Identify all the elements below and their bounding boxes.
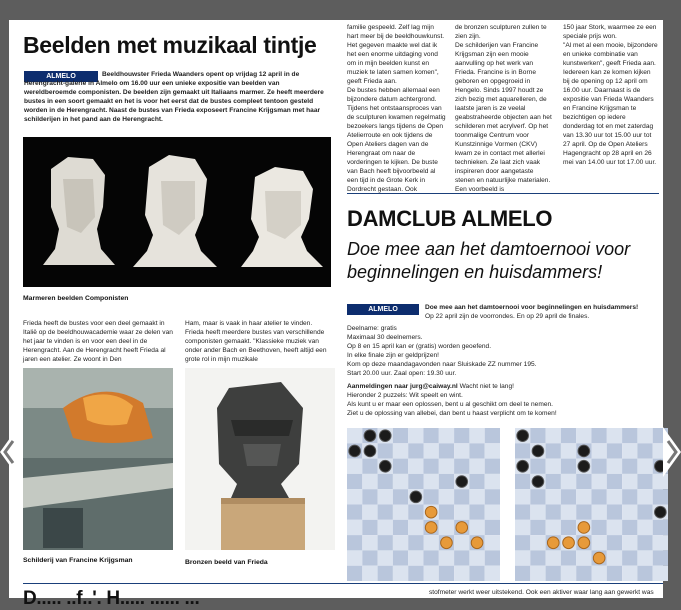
board-square <box>393 459 408 474</box>
board-square <box>439 443 454 458</box>
board-square <box>607 505 622 520</box>
board-square <box>362 505 377 520</box>
board-square <box>469 443 484 458</box>
board-square <box>469 489 484 504</box>
marble-busts-photo <box>23 137 331 287</box>
signup-email: Aanmeldingen naar jurg@caiway.nl <box>347 383 458 390</box>
board-square <box>485 550 500 565</box>
board-square <box>637 520 652 535</box>
board-square <box>378 489 393 504</box>
location-tag: ALMELO <box>347 304 419 315</box>
board-square <box>592 474 607 489</box>
board-square <box>378 474 393 489</box>
board-square <box>485 428 500 443</box>
board-square <box>622 474 637 489</box>
article-lead: Beeldhouwster Frieda Waanders opent op vrijdag 12 april in de Herengracht-galerie in Almelo om 16.00 uur een unieke expositie van beelden van wereldberoemde componisten. De beelden zijn gemaakt uit Italiaans marmer. Ze heeft meerdere bustes in een soort gemaakt en het is voor het eerst dat de bustes compleet tentoon gesteld worden in de Herengracht. Naast de bustes van Frieda exposeert Francine Krijgsman met haar schilderijen in het pand aan de Herengracht. <box>24 71 324 123</box>
board-square <box>393 566 408 581</box>
board-square <box>515 489 530 504</box>
board-square <box>393 505 408 520</box>
board-square <box>622 443 637 458</box>
board-square <box>393 550 408 565</box>
black-piece <box>578 445 590 457</box>
board-square <box>424 474 439 489</box>
white-piece <box>578 522 590 534</box>
board-square <box>378 520 393 535</box>
board-square <box>546 443 561 458</box>
board-square <box>454 459 469 474</box>
board-square <box>530 566 545 581</box>
board-square <box>607 489 622 504</box>
article-headline: DAMCLUB ALMELO <box>347 206 553 231</box>
black-piece <box>364 445 376 457</box>
board-square <box>408 550 423 565</box>
board-square <box>576 489 591 504</box>
board-square <box>393 443 408 458</box>
board-square <box>622 505 637 520</box>
black-piece <box>532 476 544 488</box>
board-square <box>424 459 439 474</box>
board-square <box>378 443 393 458</box>
board-square <box>424 443 439 458</box>
board-square <box>622 566 637 581</box>
bronze-bust-photo <box>185 368 335 550</box>
board-square <box>637 443 652 458</box>
board-square <box>546 505 561 520</box>
article-body-col3: familie gespeeld. Zelf lag mijn hart meer bij de beeldhouwkunst. Het gegeven maakte wel dat ik het een enorme uitdaging vond om in mijn beelden kunst en muziek te laten samen komen", geeft Frieda aan. De bustes hebben allemaal een bijzondere datum achtergrond. Tijdens het ontstaansproces van de sculpturen kwamen regelmatig bezoekers langs tijdens de Open Atelierroute en ook tijdens de Open Ateliers dagen van de Herengraat om naar de vorderingen te kijken. De buste van Bach heeft bijvoorbeeld al een tijd in de Grote Kerk in Dordrecht gestaan. Ook <box>347 24 446 193</box>
board-square <box>485 566 500 581</box>
board-square <box>622 459 637 474</box>
board-square <box>408 474 423 489</box>
photo-caption: Bronzen beeld van Frieda <box>185 559 268 566</box>
board-square <box>592 520 607 535</box>
white-piece <box>425 506 437 518</box>
board-square <box>424 550 439 565</box>
board-square <box>653 489 668 504</box>
board-square <box>637 489 652 504</box>
board-square <box>622 428 637 443</box>
board-square <box>408 443 423 458</box>
board-square <box>653 550 668 565</box>
board-square <box>530 535 545 550</box>
article-headline: Beelden met muzikaal tintje <box>23 32 317 58</box>
article-body-col1: Frieda heeft de bustes voor een deel gemaakt in Italië op de beeldhouwacademie waar ze delen van het jaar te vinden is en voor een deel in de Herengracht. Aan de Herengracht heeft Frieda al jaren een atelier. Ze woont in Den <box>23 320 173 363</box>
board-square <box>637 474 652 489</box>
board-square <box>530 550 545 565</box>
board-square <box>515 443 530 458</box>
board-square <box>561 428 576 443</box>
black-piece <box>517 460 529 472</box>
next-article-snippet: stofmeter werkt weer uitstekend. Ook een aktiver waar lang aan gewerkt was <box>429 589 654 596</box>
board-square <box>607 520 622 535</box>
board-square <box>347 520 362 535</box>
board-square <box>424 489 439 504</box>
white-piece <box>547 537 559 549</box>
board-square <box>439 520 454 535</box>
chevron-right-icon <box>663 427 681 477</box>
board-square <box>515 474 530 489</box>
article-body-col5: 150 jaar Stork, waarmee ze een speciale prijs won. "Al met al een mooie, bijzondere en unieke combinatie van kunstwerken", geeft Frieda aan. Iedereen kan ze komen kijken bij de opening op 12 april om 16.00 uur. Daarnaast is de expositie van Frieda Waanders en Francine Krijgsman te bezichtigen op iedere donderdag tot en met zaterdag van 13.30 uur tot 15.00 uur tot 27 april. Op de Open Ateliers Hagengracht op 28 april en 26 mei van 14.00 uur tot 17.00 uur. <box>563 24 658 166</box>
white-piece <box>441 537 453 549</box>
draughts-puzzle-board-1 <box>347 428 500 581</box>
board-square <box>469 428 484 443</box>
board-square <box>561 566 576 581</box>
board-square <box>592 459 607 474</box>
board-square <box>393 428 408 443</box>
board-square <box>637 459 652 474</box>
board-square <box>561 550 576 565</box>
article-body-col2: Ham, maar is vaak in haar atelier te vinden. Frieda heeft meerdere bustes van verschillende componisten gemaakt. "Klassieke muziek van onder ander Bach en Beethoven, heeft altijd een grote rol in mijn muzikale <box>185 320 327 363</box>
board-square <box>347 535 362 550</box>
board-square <box>653 566 668 581</box>
chevron-left-icon <box>0 427 18 477</box>
board-square <box>469 505 484 520</box>
board-square <box>607 474 622 489</box>
board-square <box>561 489 576 504</box>
board-square <box>347 566 362 581</box>
article-subhead: Doe mee aan het damtoernooi voor beginnelingen en huisdammers! <box>347 239 631 282</box>
board-square <box>439 489 454 504</box>
board-square <box>347 474 362 489</box>
board-square <box>454 566 469 581</box>
board-square <box>454 428 469 443</box>
board-square <box>607 550 622 565</box>
board-square <box>530 459 545 474</box>
board-square <box>378 550 393 565</box>
board-square <box>515 566 530 581</box>
board-square <box>454 489 469 504</box>
board-square <box>485 505 500 520</box>
board-square <box>576 550 591 565</box>
board-square <box>485 520 500 535</box>
black-piece <box>532 445 544 457</box>
board-square <box>439 428 454 443</box>
black-piece <box>379 430 391 442</box>
board-square <box>515 505 530 520</box>
board-square <box>347 489 362 504</box>
board-square <box>362 459 377 474</box>
board-square <box>424 566 439 581</box>
board-square <box>607 459 622 474</box>
section-divider <box>23 583 663 584</box>
board-square <box>576 474 591 489</box>
white-piece <box>578 537 590 549</box>
board-square <box>561 474 576 489</box>
painting-photo <box>23 368 173 550</box>
board-square <box>592 535 607 550</box>
board-square <box>530 428 545 443</box>
board-square <box>546 459 561 474</box>
board-square <box>546 428 561 443</box>
board-square <box>546 566 561 581</box>
board-square <box>454 443 469 458</box>
board-square <box>408 459 423 474</box>
board-square <box>408 535 423 550</box>
board-square <box>362 489 377 504</box>
white-piece <box>563 537 575 549</box>
board-square <box>622 535 637 550</box>
board-square <box>454 535 469 550</box>
board-square <box>424 428 439 443</box>
board-square <box>592 489 607 504</box>
board-square <box>607 443 622 458</box>
board-square <box>653 520 668 535</box>
signup-note: Wacht niet te lang! <box>457 383 514 390</box>
draughts-puzzle-board-2 <box>515 428 668 581</box>
board-square <box>637 535 652 550</box>
board-square <box>576 428 591 443</box>
white-piece <box>593 552 605 564</box>
board-square <box>469 459 484 474</box>
prev-page-button[interactable] <box>0 427 18 477</box>
board-square <box>561 459 576 474</box>
article-body: Deelname: gratis Maximaal 30 deelnemers. Op 8 en 15 april kan er (gratis) worden geoefend. In elke finale zijn er geldprijzen! Kom op deze maandagavonden naar Sluiskade ZZ nummer 195. Start 20.00 uur. Zaal open: 19.30 uur. <box>347 325 537 377</box>
board-square <box>607 428 622 443</box>
board-square <box>530 505 545 520</box>
board-square <box>393 489 408 504</box>
puzzle-intro: Hieronder 2 puzzels: Wit speelt en wint. Als kunt u er maar een oplossen, bent u al geschikt om deel te nemen. Ziet u de oplossing van allebei, dan bent u haast verplicht om te komen! <box>347 392 557 417</box>
board-square <box>454 505 469 520</box>
board-square <box>393 520 408 535</box>
board-square <box>378 535 393 550</box>
board-square <box>607 566 622 581</box>
board-square <box>515 535 530 550</box>
photo-caption: Marmeren beelden Componisten <box>23 295 129 302</box>
board-square <box>347 505 362 520</box>
board-square <box>546 550 561 565</box>
board-square <box>637 428 652 443</box>
board-square <box>592 505 607 520</box>
board-square <box>439 550 454 565</box>
board-square <box>408 428 423 443</box>
board-square <box>485 535 500 550</box>
board-square <box>515 550 530 565</box>
board-square <box>378 566 393 581</box>
next-page-button[interactable] <box>663 427 681 477</box>
section-divider <box>347 193 659 194</box>
article-lead-line: Op 22 april zijn de voorrondes. En op 29 april de finales. <box>425 313 590 320</box>
board-square <box>592 428 607 443</box>
black-piece <box>349 445 361 457</box>
board-square <box>393 474 408 489</box>
white-piece <box>456 522 468 534</box>
board-square <box>362 550 377 565</box>
board-square <box>485 443 500 458</box>
board-square <box>485 489 500 504</box>
board-square <box>637 566 652 581</box>
board-square <box>347 550 362 565</box>
board-square <box>530 520 545 535</box>
board-square <box>561 520 576 535</box>
board-square <box>576 505 591 520</box>
board-square <box>362 535 377 550</box>
board-square <box>469 474 484 489</box>
white-piece <box>425 522 437 534</box>
board-square <box>622 520 637 535</box>
board-square <box>592 443 607 458</box>
board-square <box>362 566 377 581</box>
board-square <box>546 520 561 535</box>
board-square <box>637 505 652 520</box>
black-piece <box>364 430 376 442</box>
board-square <box>393 535 408 550</box>
article-body-col4: de bronzen sculpturen zullen te zien zijn. De schilderijen van Francine Krijgsman zijn een mooie aanvulling op het werk van Frieda. Francine is in Borne geboren en opgegroeid in Hengelo. Sinds 1997 houdt ze zich bezig met aquarelleren, de laatste jaren is ze veelal geabstraheerde objecten aan het schilderen met acrylverf. Op het toonmalige Centrum voor Kunstzinnige Vormen (CKV) kwam ze in contact met allerlei technieken. Ze laat zich vaak inspireren door aangetaste stenen en natuurlijke materialen. Een voorbeeld is <box>455 24 552 193</box>
board-square <box>469 550 484 565</box>
board-square <box>653 535 668 550</box>
board-square <box>561 443 576 458</box>
board-square <box>439 505 454 520</box>
board-square <box>378 505 393 520</box>
black-piece <box>517 430 529 442</box>
board-square <box>485 474 500 489</box>
newspaper-page <box>9 20 663 609</box>
board-square <box>561 505 576 520</box>
photo-caption: Schilderij van Francine Krijgsman <box>23 557 133 564</box>
board-square <box>576 566 591 581</box>
black-piece <box>456 476 468 488</box>
board-square <box>362 474 377 489</box>
black-piece <box>578 460 590 472</box>
board-square <box>408 505 423 520</box>
board-square <box>408 520 423 535</box>
board-square <box>424 535 439 550</box>
board-square <box>439 566 454 581</box>
board-square <box>607 535 622 550</box>
board-square <box>485 459 500 474</box>
board-square <box>439 474 454 489</box>
board-square <box>469 520 484 535</box>
board-square <box>546 489 561 504</box>
board-square <box>454 550 469 565</box>
article-lead: Doe mee aan het damtoernooi voor beginnelingen en huisdammers! <box>425 304 639 311</box>
black-piece <box>655 506 667 518</box>
black-piece <box>379 460 391 472</box>
board-square <box>469 566 484 581</box>
board-square <box>439 459 454 474</box>
black-piece <box>410 491 422 503</box>
board-square <box>622 550 637 565</box>
board-square <box>592 566 607 581</box>
board-square <box>347 459 362 474</box>
board-square <box>637 550 652 565</box>
board-square <box>347 428 362 443</box>
board-square <box>546 474 561 489</box>
board-square <box>622 489 637 504</box>
board-square <box>515 520 530 535</box>
board-square <box>530 489 545 504</box>
location-tag: ALMELO <box>24 71 98 82</box>
white-piece <box>471 537 483 549</box>
board-square <box>408 566 423 581</box>
next-article-headline: D..... ..f..'. H..... ...... ... <box>23 588 200 609</box>
board-square <box>362 520 377 535</box>
